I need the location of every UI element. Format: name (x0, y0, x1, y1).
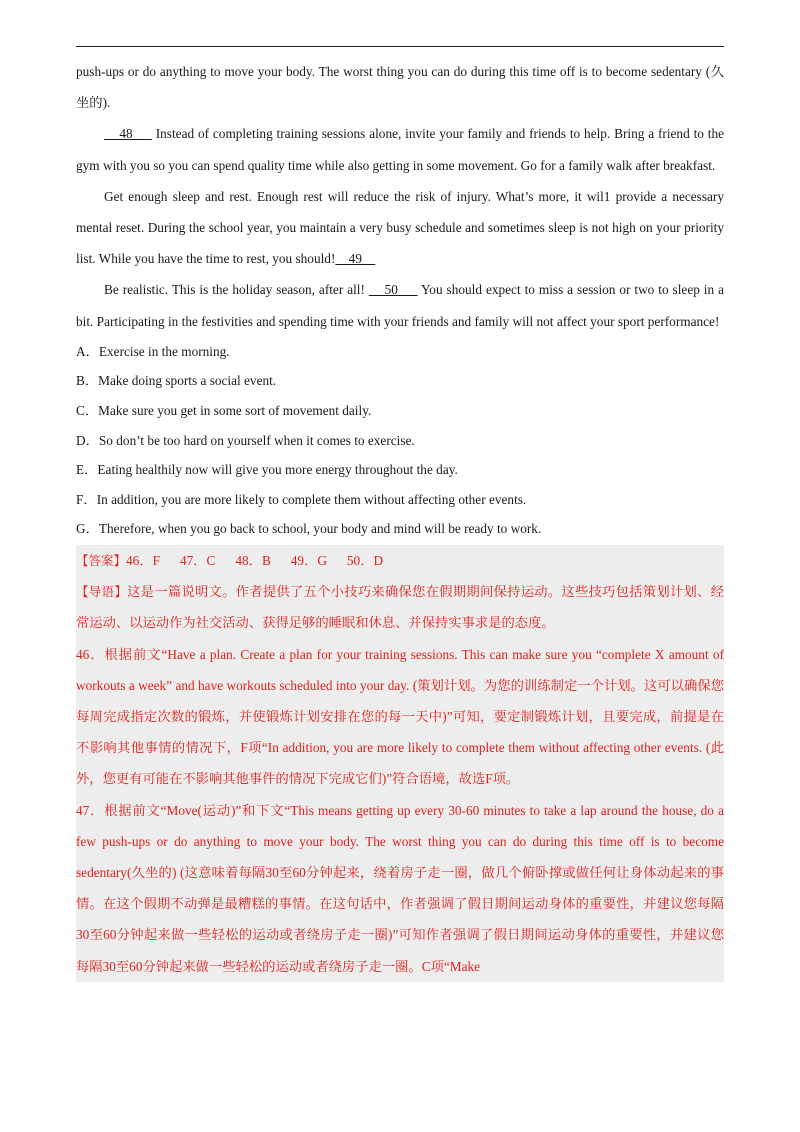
answer-section (76, 545, 724, 982)
guide-line (76, 576, 724, 638)
paragraph-text: Be realistic. This is the holiday season, after all! (104, 282, 369, 298)
paragraph-text: You should expect to miss a session or two to sleep in a bit. Participating in the festivities and spending time with your friends and family will not affect your sport performance! (76, 282, 724, 329)
paragraph-text: Instead of completing training sessions alone, invite your family and friends to help. Bring a friend to the gym with you so you can spend quality time while also getting in some movement. Go for a family walk after breakfast. (76, 126, 724, 173)
explanation-46: 46．根据前文“Have a plan. Create a plan for your training sessions. This can make sure you “complete X amount of workouts a week” and have workouts scheduled into your day. (策划计划。为您的训练制定一个计划。这可以确保您每周完成指定次数的锻炼，并使锻炼计划安排在您的每一天中)”可知，要定制锻炼计划，且要完成，前提是在不影响其他事情的情况下，F项“In addition, you are more likely to complete them without affecting other events. (此外，您更有可能在不影响其他事件的情况下完成它们)”符合语境，故选F项。 (76, 646, 724, 787)
passage-paragraph: push-ups or do anything to move your body. The worst thing you can do during this time off is to become sedentary (久坐的). (76, 64, 724, 111)
passage-paragraph (76, 181, 724, 275)
passage-paragraph (76, 274, 724, 336)
options-list (76, 337, 724, 544)
answer-text: 46．F 47．C 48．B 49．G 50．D (126, 552, 384, 568)
option-c: C．Make sure you get in some sort of movement daily. (76, 403, 372, 419)
guide-label: 【导语】 (76, 584, 128, 600)
header-rule (76, 46, 724, 47)
guide-text: 这是一篇说明文。作者提供了五个小技巧来确保您在假期期间保持运动。这些技巧包括策划计划、经常运动、以运动作为社交活动、获得足够的睡眠和休息、并保持实事求是的态度。 (76, 584, 724, 631)
document-body (76, 56, 724, 982)
option-a: A．Exercise in the morning. (76, 343, 230, 359)
answer-label: 【答案】 (76, 552, 127, 568)
answer-line (76, 545, 724, 576)
passage-paragraph (76, 118, 724, 180)
blank-49: 49 (335, 251, 376, 267)
blank-50: 50 (368, 282, 418, 298)
blank-48: 48 (104, 126, 152, 142)
option-d: D．So don’t be too hard on yourself when it comes to exercise. (76, 432, 415, 448)
paragraph-text: Get enough sleep and rest. Enough rest will reduce the risk of injury. What’s more, it wil1 provide a necessary mental reset. During the school year, you maintain a very busy schedule and sometimes sleep is not high on your priority list. While you have the time to rest, you should! (76, 188, 724, 267)
option-e: E．Eating healthily now will give you more energy throughout the day. (76, 462, 458, 478)
option-g: G．Therefore, when you go back to school, your body and mind will be ready to work. (76, 521, 542, 537)
option-f: F．In addition, you are more likely to complete them without affecting other events. (76, 491, 527, 507)
explanation-47: 47．根据前文“Move(运动)”和下文“This means getting up every 30-60 minutes to take a lap around the house, do a few push-ups or do anything to move your body. The worst thing you can do during this time off is to become sedentary(久坐的) (这意味着每隔30至60分钟起来，绕着房子走一圈，做几个俯卧撑或做任何让身体动起来的事情。在这个假期不动弹是最糟糕的事情。在这句话中，作者强调了假日期间运动身体的重要性，并建议您每隔30至60分钟起来做一些轻松的运动或者绕房子走一圈)”可知作者强调了假日期间运动身体的重要性，并建议您每隔30至60分钟起来做一些轻松的运动或者绕房子走一圈。C项“Make (76, 802, 724, 974)
option-b: B．Make doing sports a social event. (76, 373, 277, 389)
